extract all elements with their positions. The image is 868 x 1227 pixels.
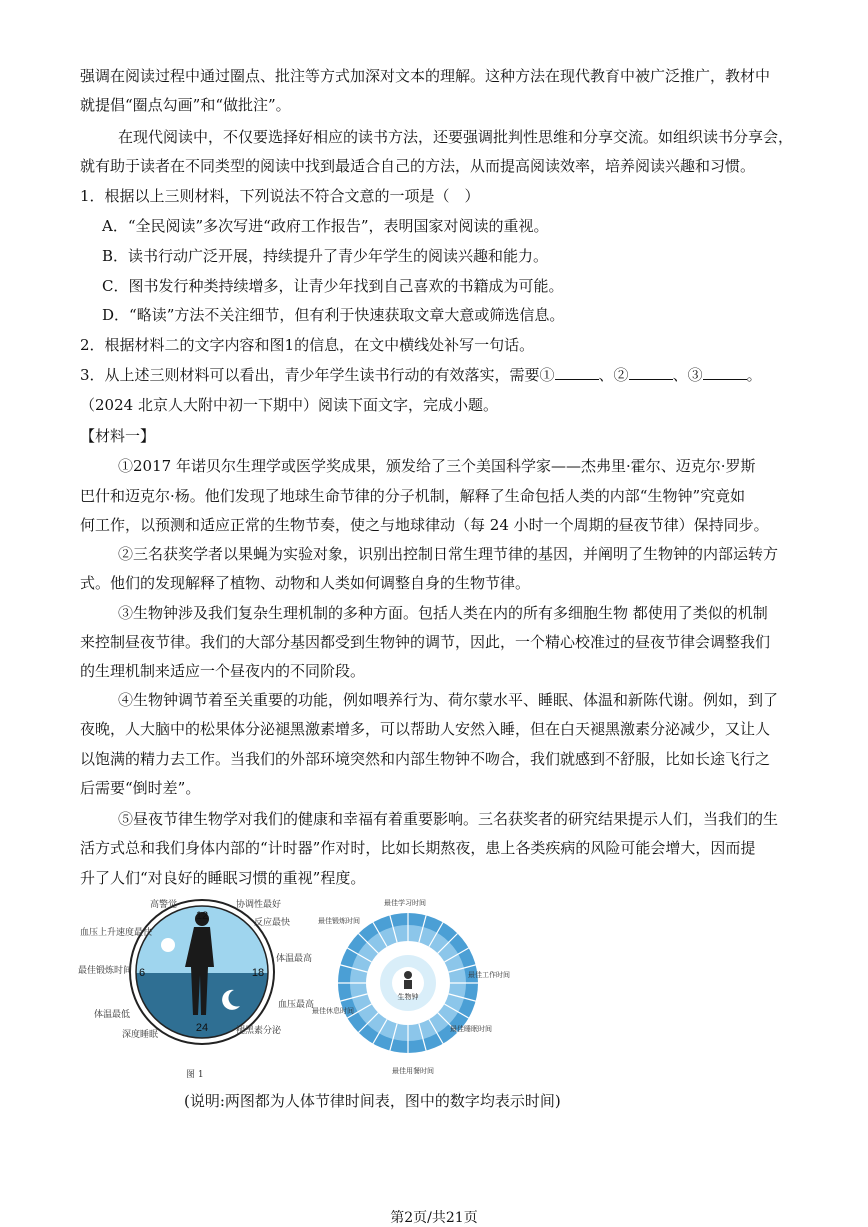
fig1-label-10: 褪黑素分泌 <box>236 1026 282 1036</box>
material-line-2: 巴什和迈克尔·杨。他们发现了地球生命节律的分子机制，解释了生命包括人类的内部“生物钟”究竟如 <box>80 487 746 505</box>
q3-blank-3[interactable] <box>703 365 747 380</box>
material-line-15: 升了人们“对良好的睡眠习惯的重视”程度。 <box>80 869 366 887</box>
material-line-1: ①2017 年诺贝尔生理学或医学奖成果，颁发给了三个美国科学家——杰弗里·霍尔、迈克尔·罗斯 <box>118 457 756 475</box>
material-line-14: 活方式总和我们身体内部的“计时器”作对时，比如长期熬夜，患上各类疾病的风险可能会增大，因而提 <box>80 839 756 857</box>
fig1-num-6: 6 <box>138 967 146 979</box>
fig2-label-6: 最佳用餐时间 <box>392 1067 434 1075</box>
question-1: 1．根据以上三则材料，下列说法不符合文意的一项是（ ） <box>80 187 480 205</box>
q3-sep-2: 、③ <box>672 366 703 384</box>
page-footer: 第2页/共21页 <box>390 1210 478 1226</box>
question-2: 2．根据材料二的文字内容和图1的信息，在文中横线处补写一句话。 <box>80 336 535 354</box>
figure-caption: (说明:两图都为人体节律时间表，图中的数字均表示时间) <box>184 1092 561 1110</box>
intro-line-4: 就有助于读者在不同类型的阅读中找到最适合自己的方法，从而提高阅读效率，培养阅读兴趣和习惯。 <box>80 157 756 175</box>
material-line-4: ②三名获奖学者以果蝇为实验对象，识别出控制日常生理节律的基因，并阐明了生物钟的内部运转方 <box>118 545 779 563</box>
figure-1-body-clock <box>78 895 338 1085</box>
person-icon <box>404 971 412 989</box>
figure-2-svg <box>312 895 512 1085</box>
fig2-label-3: 最佳工作时间 <box>468 971 510 979</box>
fig1-label-8: 体温最低 <box>94 1010 131 1020</box>
intro-line-2: 就提倡“圈点勾画”和“做批注”。 <box>80 96 291 114</box>
figure-2-time-wheel <box>312 895 512 1085</box>
material-line-10: 夜晚，人大脑中的松果体分泌褪黑激素增多，可以帮助人安然入睡，但在白天褪黑激素分泌减少，又让人 <box>80 720 771 738</box>
material-line-9: ④生物钟调节着至关重要的功能，例如喂养行为、荷尔蒙水平、睡眠、体温和新陈代谢。例如，到了 <box>118 691 779 709</box>
figure-1-svg <box>78 895 338 1085</box>
intro-line-1: 强调在阅读过程中通过圈点、批注等方式加深对文本的理解。这种方法在现代教育中被广泛推广，教材中 <box>80 67 771 85</box>
material-line-8: 的生理机制来适应一个昼夜内的不同阶段。 <box>80 662 366 680</box>
q3-blank-2[interactable] <box>629 365 673 380</box>
fig1-label-1: 高警觉 <box>150 900 178 910</box>
intro-line-3: 在现代阅读中，不仅要选择好相应的读书方法，还要强调批判性思维和分享交流。如组织读书分享会， <box>118 128 794 146</box>
q1-option-a: A．“全民阅读”多次写进“政府工作报告”，表明国家对阅读的重视。 <box>102 217 549 235</box>
material-line-13: ⑤昼夜节律生物学对我们的健康和幸福有着重要影响。三名获奖者的研究结果提示人们，当我们的生 <box>118 810 779 828</box>
material-line-7: 来控制昼夜节律。我们的大部分基因都受到生物钟的调节，因此，一个精心校准过的昼夜节律会调整我们 <box>80 633 771 651</box>
fig1-num-12: 12 <box>195 910 209 922</box>
q1-option-d: D．“略读”方法不关注细节，但有利于快速获取文章大意或筛选信息。 <box>102 306 565 324</box>
q3-sep-1: 、② <box>598 366 629 384</box>
q1-option-b: B．读书行动广泛开展，持续提升了青少年学生的阅读兴趣和能力。 <box>102 247 549 265</box>
material-heading: 【材料一】 <box>80 427 156 445</box>
fig1-label-3: 反应最快 <box>254 918 291 928</box>
source-line: （2024 北京人大附中初一下期中）阅读下面文字，完成小题。 <box>80 396 498 414</box>
q3-blank-1[interactable] <box>555 365 599 380</box>
fig1-label-5: 体温最高 <box>276 954 313 964</box>
fig2-label-2: 最佳锻炼时间 <box>318 917 360 925</box>
fig1-label-2: 协调性最好 <box>236 900 282 910</box>
material-line-11: 以饱满的精力去工作。当我们的外部环境突然和内部生物钟不吻合，我们就感到不舒服，比如长途飞行之 <box>80 750 771 768</box>
material-line-5: 式。他们的发现解释了植物、动物和人类如何调整自身的生物节律。 <box>80 574 531 592</box>
fig2-label-5: 最佳睡眠时间 <box>450 1025 492 1033</box>
material-line-6: ③生物钟涉及我们复杂生理机制的多种方面。包括人类在内的所有多细胞生物 都使用了类似的机制 <box>118 604 768 622</box>
fig1-num-24: 24 <box>195 1022 209 1034</box>
fig1-label-6: 最佳锻炼时间 <box>78 966 133 976</box>
q3-prefix: 3．从上述三则材料可以看出，青少年学生读书行动的有效落实，需要① <box>80 366 555 384</box>
fig2-label-1: 最佳学习时间 <box>384 899 426 907</box>
fig2-label-4: 最佳休息时间 <box>312 1007 354 1015</box>
question-3 <box>80 365 762 385</box>
q1-option-c: C．图书发行种类持续增多，让青少年找到自己喜欢的书籍成为可能。 <box>102 277 564 295</box>
material-line-3: 何工作，以预测和适应正常的生物节奏，使之与地球律动（每 24 小时一个周期的昼夜节律）保持同步。 <box>80 516 769 534</box>
sun-icon <box>161 938 175 952</box>
fig1-label-7: 血压最高 <box>278 1000 315 1010</box>
fig1-caption-label: 图 1 <box>186 1070 204 1080</box>
fig1-label-9: 深度睡眠 <box>122 1030 159 1040</box>
material-line-12: 后需要“倒时差”。 <box>80 779 201 797</box>
q3-end: 。 <box>746 366 762 384</box>
fig1-num-18: 18 <box>251 967 265 979</box>
fig1-label-4: 血压上升速度最快 <box>80 928 153 938</box>
fig2-center-text: 生物钟 <box>397 993 419 1001</box>
